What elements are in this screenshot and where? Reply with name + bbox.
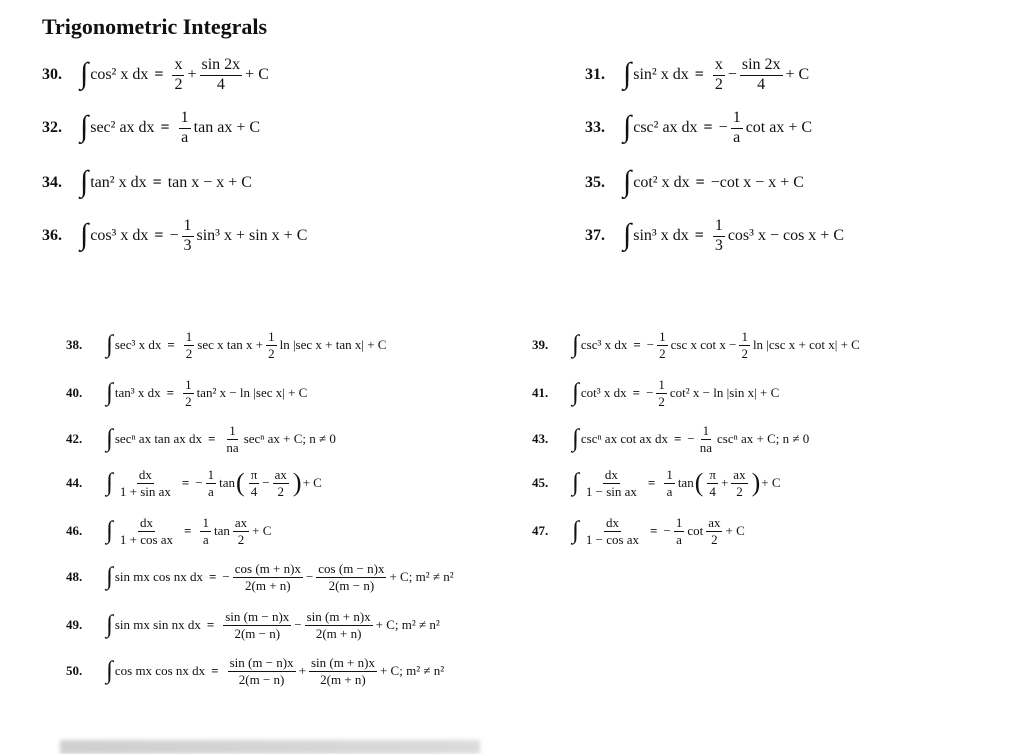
fraction: $\frac{ax}{2}$ <box>234 515 248 547</box>
formula-30: 30. ∫ cos² x dx = $\frac{x}{2}$ + $\frac{\sin 2x}{4}$ + C <box>42 56 269 93</box>
formula-36: 36. ∫ cos³ x dx = − $\frac{1}{3}$ sin³ x + sin x + C <box>42 217 308 254</box>
fraction: $\frac{\sin (m - n)x}{2(m - n)}$ <box>225 609 290 641</box>
formula-number: 48. <box>66 569 83 585</box>
integral-sign: ∫ <box>80 57 89 91</box>
integral-sign: ∫ <box>106 562 113 590</box>
fraction: $\frac{\cos (m + n)x}{2(m + n)}$ <box>234 561 301 593</box>
formula-47: 47. ∫ $\frac{dx}{\text{1 − cos ax}}$ = − $\frac{1}{a}$ cot $\frac{ax}{2}$ + C <box>532 515 745 547</box>
fraction: $\frac{1}{2}$ <box>185 377 192 409</box>
formula-50: 50. ∫ cos mx cos nx dx = $\frac{\sin (m - n)x}{2(m - n)}$ + $\frac{\sin (m + n)x}{2(m + n)}$ + C; m² ≠ n² <box>66 655 445 687</box>
fraction: $\frac{\sin (m + n)x}{2(m + n)}$ <box>306 609 371 641</box>
cut-off-heading <box>60 740 480 754</box>
integrand-fraction: $\frac{dx}{\text{1 − sin ax}}$ <box>585 467 637 499</box>
integrand: cot³ x dx <box>580 385 627 401</box>
formula-39: 39. ∫ csc³ x dx = − $\frac{1}{2}$ csc x cot x − $\frac{1}{2}$ ln |csc x + cot x| + C <box>532 329 860 361</box>
integrand: tan³ x dx <box>114 385 161 401</box>
formula-49: 49. ∫ sin mx sin nx dx = $\frac{\sin (m - n)x}{2(m - n)}$ − $\frac{\sin (m + n)x}{2(m + n)}$ + C; m² ≠ n² <box>66 609 440 641</box>
integrand: cot² x dx <box>633 174 690 191</box>
integral-sign: ∫ <box>80 218 89 252</box>
integrand: sin mx cos nx dx <box>114 569 203 585</box>
fraction: $\frac{1}{a}$ <box>675 515 683 547</box>
fraction: $\frac{1}{2}$ <box>185 329 193 361</box>
integral-sign: ∫ <box>106 468 113 496</box>
formula-number: 40. <box>66 385 83 401</box>
integral-sign: ∫ <box>106 330 113 358</box>
integral-sign: ∫ <box>572 378 579 406</box>
formula-42: 42. ∫ secⁿ ax tan ax dx = $\frac{1}{na}$ secⁿ ax + C; n ≠ 0 <box>66 423 336 455</box>
formula-44: 44. ∫ $\frac{dx}{\text{1 + sin ax}}$ = − $\frac{1}{a}$ tan ( $\frac{\pi}{4}$ − $\frac{ax}{2}$ ) + C <box>66 467 322 499</box>
integral-sign: ∫ <box>106 516 113 544</box>
page-title: Trigonometric Integrals <box>42 14 268 39</box>
integral-sign: ∫ <box>106 424 113 452</box>
formula-number: 34. <box>42 174 62 191</box>
formula-38: 38. ∫ sec³ x dx = $\frac{1}{2}$ sec x tan x + $\frac{1}{2}$ ln |sec x + tan x| + C <box>66 329 387 361</box>
integrand: csc² ax dx <box>633 119 698 137</box>
integrand: sin³ x dx <box>633 227 689 245</box>
integrand: sec² ax dx <box>90 119 155 137</box>
fraction: $\frac{1}{a}$ <box>207 467 215 499</box>
result-tail: + C; m² ≠ n² <box>375 617 440 633</box>
formula-number: 39. <box>532 337 549 353</box>
result-tail: + C <box>302 475 322 491</box>
integrand-fraction: $\frac{dx}{\text{1 − cos ax}}$ <box>585 515 640 547</box>
integrand: sin² x dx <box>633 66 689 84</box>
formula-33: 33. ∫ csc² ax dx = − $\frac{1}{a}$ cot ax + C <box>585 109 813 146</box>
integral-sign: ∫ <box>623 57 632 91</box>
integrand: csc³ x dx <box>580 337 628 353</box>
integrand: tan² x dx <box>90 174 147 191</box>
result-tail: + C <box>245 66 269 84</box>
integral-sign: ∫ <box>106 378 113 406</box>
integrand: sin mx sin nx dx <box>114 617 201 633</box>
formula-number: 38. <box>66 337 83 353</box>
fraction: $\frac{1}{2}$ <box>268 329 275 361</box>
fraction: $\frac{1}{a}$ <box>732 109 741 146</box>
formula-number: 35. <box>585 174 605 191</box>
integral-sign: ∫ <box>623 165 632 198</box>
formula-number: 45. <box>532 475 549 491</box>
formula-40: 40. ∫ tan³ x dx = $\frac{1}{2}$ tan² x − ln |sec x| + C <box>66 377 308 409</box>
integral-sign: ∫ <box>106 610 113 638</box>
result-tail: tan ax + C <box>193 119 261 137</box>
result-part: cot <box>687 523 704 539</box>
integrand-fraction: $\frac{dx}{\text{1 + sin ax}}$ <box>119 467 171 499</box>
result-part: tan <box>219 475 236 491</box>
fraction: $\frac{1}{na}$ <box>699 423 713 455</box>
result-tail: + C <box>785 66 810 84</box>
result-part: sec x tan x + <box>197 337 264 353</box>
formula-number: 47. <box>532 523 549 539</box>
integral-sign: ∫ <box>572 468 579 496</box>
result-tail: cot ax + C <box>745 119 813 137</box>
formula-46: 46. ∫ $\frac{dx}{\text{1 + cos ax}}$ = $\frac{1}{a}$ tan $\frac{ax}{2}$ + C <box>66 515 272 547</box>
integral-sign: ∫ <box>623 110 632 144</box>
fraction: $\frac{\cos (m - n)x}{2(m - n)}$ <box>318 561 385 593</box>
integrand: cscⁿ ax cot ax dx <box>580 431 668 447</box>
formula-number: 43. <box>532 431 549 447</box>
result-tail: sin³ x + sin x + C <box>196 227 308 245</box>
fraction: $\frac{ax}{2}$ <box>733 467 746 499</box>
integral-sign: ∫ <box>80 110 89 144</box>
formula-37: 37. ∫ sin³ x dx = $\frac{1}{3}$ cos³ x − cos x + C <box>585 217 844 254</box>
result-tail: −cot x − x + C <box>710 174 804 191</box>
formula-number: 49. <box>66 617 83 633</box>
result-part: tan <box>213 523 230 539</box>
formula-number: 50. <box>66 663 83 679</box>
formula-number: 46. <box>66 523 83 539</box>
result-tail: + C <box>252 523 272 539</box>
integral-sign: ∫ <box>80 165 89 198</box>
integrand: cos³ x dx <box>90 227 149 245</box>
formula-number: 31. <box>585 66 605 84</box>
result-tail: tan² x − ln |sec x| + C <box>196 385 308 401</box>
result-tail: cscⁿ ax + C; n ≠ 0 <box>717 431 810 447</box>
integral-sign: ∫ <box>572 516 579 544</box>
result-tail: secⁿ ax + C; n ≠ 0 <box>243 431 336 447</box>
formula-43: 43. ∫ cscⁿ ax cot ax dx = − $\frac{1}{na}$ cscⁿ ax + C; n ≠ 0 <box>532 423 810 455</box>
formula-48: 48. ∫ sin mx cos nx dx = − $\frac{\cos (m + n)x}{2(m + n)}$ − $\frac{\cos (m - n)x}{2(m - n)}$ + C; m² ≠ n² <box>66 561 454 593</box>
fraction: $\frac{1}{3}$ <box>714 217 723 254</box>
fraction: $\frac{1}{na}$ <box>226 423 239 455</box>
result-tail: cos³ x − cos x + C <box>727 227 844 245</box>
formula-number: 30. <box>42 66 62 84</box>
fraction: $\frac{\sin 2x}{4}$ <box>201 56 241 93</box>
fraction: $\frac{x}{2}$ <box>714 56 723 93</box>
fraction: $\frac{1}{2}$ <box>741 329 748 361</box>
fraction: $\frac{1}{2}$ <box>658 377 665 409</box>
fraction: $\frac{\sin (m + n)x}{2(m + n)}$ <box>310 655 375 687</box>
result-part: csc x cot x − <box>670 337 737 353</box>
integrand: secⁿ ax tan ax dx <box>114 431 202 447</box>
formula-number: 33. <box>585 119 605 137</box>
integrand: cos² x dx <box>90 66 149 84</box>
formula-number: 37. <box>585 227 605 245</box>
formula-35: 35. ∫ cot² x dx = −cot x − x + C <box>585 165 804 198</box>
fraction: $\frac{x}{2}$ <box>174 56 183 93</box>
formula-number: 42. <box>66 431 83 447</box>
fraction: $\frac{1}{a}$ <box>202 515 209 547</box>
result-tail: ln |sec x + tan x| + C <box>279 337 387 353</box>
fraction: $\frac{\sin (m - n)x}{2(m - n)}$ <box>229 655 294 687</box>
fraction: $\frac{1}{a}$ <box>666 467 673 499</box>
integral-sign: ∫ <box>623 218 632 252</box>
formula-number: 44. <box>66 475 83 491</box>
formula-number: 41. <box>532 385 549 401</box>
formula-31: 31. ∫ sin² x dx = $\frac{x}{2}$ − $\frac{\sin 2x}{4}$ + C <box>585 56 810 93</box>
fraction: $\frac{1}{2}$ <box>659 329 666 361</box>
result-tail: ln |csc x + cot x| + C <box>752 337 860 353</box>
result-tail: + C; m² ≠ n² <box>389 569 454 585</box>
fraction: $\frac{ax}{2}$ <box>708 515 721 547</box>
fraction: $\frac{\sin 2x}{4}$ <box>741 56 781 93</box>
formula-32: 32. ∫ sec² ax dx = $\frac{1}{a}$ tan ax + C <box>42 109 261 146</box>
result-tail: + C <box>725 523 745 539</box>
integrand: cos mx cos nx dx <box>114 663 206 679</box>
fraction: $\frac{1}{3}$ <box>183 217 192 254</box>
integral-sign: ∫ <box>572 330 579 358</box>
fraction: $\frac{\pi}{4}$ <box>709 467 716 499</box>
integrand: sec³ x dx <box>114 337 162 353</box>
formula-number: 36. <box>42 227 62 245</box>
result-tail: tan x − x + C <box>167 174 252 191</box>
fraction: $\frac{1}{a}$ <box>180 109 189 146</box>
result-tail: + C; m² ≠ n² <box>379 663 445 679</box>
fraction: $\frac{\pi}{4}$ <box>250 467 258 499</box>
formula-34: 34. ∫ tan² x dx = tan x − x + C <box>42 165 252 198</box>
result-tail: + C <box>761 475 781 491</box>
integral-sign: ∫ <box>572 424 579 452</box>
fraction: $\frac{ax}{2}$ <box>274 467 287 499</box>
formula-number: 32. <box>42 119 62 137</box>
integral-sign: ∫ <box>106 656 113 684</box>
integrand-fraction: $\frac{dx}{\text{1 + cos ax}}$ <box>119 515 174 547</box>
formula-45: 45. ∫ $\frac{dx}{\text{1 − sin ax}}$ = $\frac{1}{a}$ tan ( $\frac{\pi}{4}$ + $\frac{ax}{2}$ ) + C <box>532 467 781 499</box>
result-part: tan <box>677 475 694 491</box>
formula-41: 41. ∫ cot³ x dx = − $\frac{1}{2}$ cot² x − ln |sin x| + C <box>532 377 780 409</box>
result-tail: cot² x − ln |sin x| + C <box>669 385 780 401</box>
